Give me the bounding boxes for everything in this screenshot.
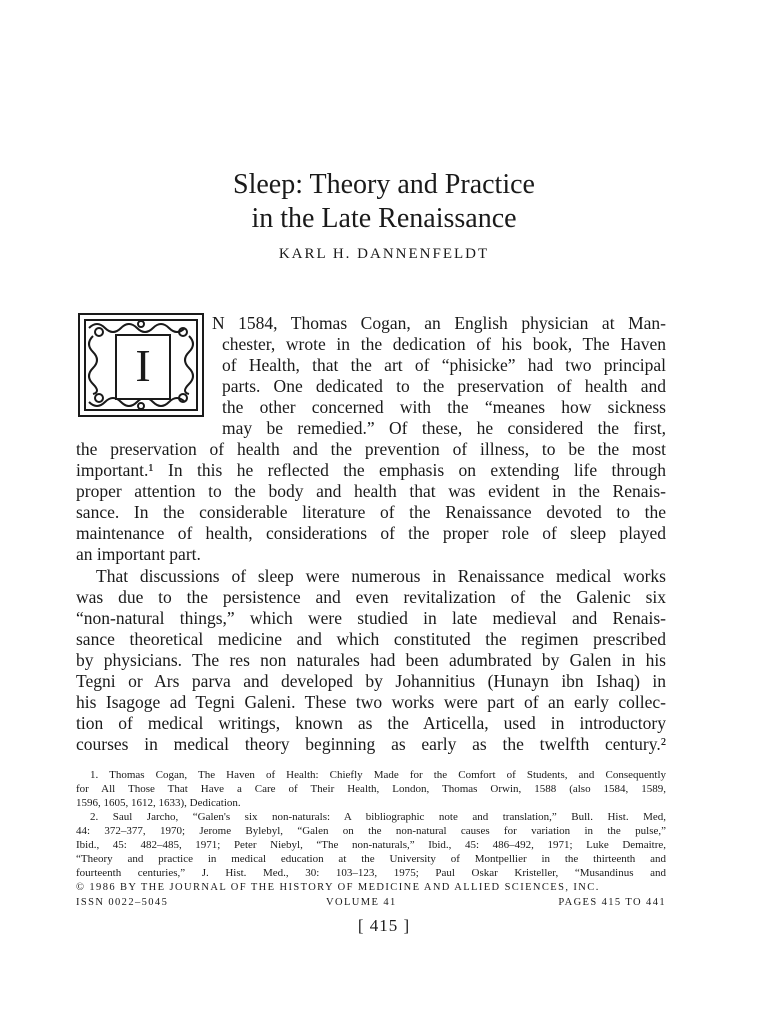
body-line: maintenance of health, considerations of the proper role of sleep played (76, 523, 666, 543)
body-line: the other concerned with the “meanes how sickness (222, 397, 666, 417)
footnote-line: for All Those That Have a Care of Their Health, London, Thomas Orwin, 1588 (also 1584, 1589, (76, 783, 666, 795)
author-name: KARL H. DANNENFELDT (278, 246, 490, 262)
title-line-1: Sleep: Theory and Practice (233, 169, 535, 200)
body-line: chester, wrote in the dedication of his book, The Haven (222, 334, 666, 354)
title-line-2: in the Late Renaissance (251, 203, 517, 234)
body-line: sance theoretical medicine and which constituted the regimen prescribed (76, 629, 666, 649)
body-line: was due to the persistence and even revitalization of the Galenic six (76, 587, 666, 607)
body-line: tion of medical writings, known as the Articella, used in introductory (76, 713, 666, 733)
body-line: sance. In the considerable literature of the Renaissance devoted to the (76, 502, 666, 522)
footnote-line: 44: 372–377, 1970; Jerome Bylebyl, “Galen on the non-natural causes for variation in the pulse,” (76, 825, 666, 837)
issn: ISSN 0022–5045 (76, 897, 169, 908)
body-line: N 1584, Thomas Cogan, an English physician at Man- (212, 313, 666, 333)
footnote-line: 1596, 1605, 1612, 1633), Dedication. (76, 797, 241, 809)
body-line: by physicians. The res non naturales had been adumbrated by Galen in his (76, 650, 666, 670)
drop-cap-letter: I (115, 334, 171, 400)
body-line: “non-natural things,” which were studied in late medieval and Renais- (76, 608, 666, 628)
footnote-line: Ibid., 45: 482–485, 1971; Peter Niebyl, “The non-naturals,” Ibid., 45: 486–492, 1971; Luke Demaitre, (76, 839, 666, 851)
body-line: important.¹ In this he reflected the emphasis on extending life through (76, 460, 666, 480)
body-line: parts. One dedicated to the preservation of health and (222, 376, 666, 396)
body-line: of Health, that the art of “phisicke” had two principal (222, 355, 666, 375)
footnote-line: 1. Thomas Cogan, The Haven of Health: Chiefly Made for the Comfort of Students, and Consequently (90, 769, 666, 781)
body-line: Tegni or Ars parva and developed by Johannitius (Hunayn ibn Ishaq) in (76, 671, 666, 691)
body-line: the preservation of health and the prevention of illness, to be the most (76, 439, 666, 459)
copyright-text: © 1986 BY THE JOURNAL OF THE HISTORY OF MEDICINE AND ALLIED SCIENCES, INC. (76, 882, 600, 893)
body-line: an important part. (76, 544, 201, 564)
page-number: [ 415 ] (357, 916, 411, 935)
footnote-line: “Theory and practice in medical education at the University of Montpellier in the thirteenth and (76, 853, 666, 865)
body-line: may be remedied.” Of these, he considered the first, (222, 418, 666, 438)
page-range: PAGES 415 TO 441 (558, 897, 666, 908)
body-line: his Isagoge ad Tegni Galeni. These two works were part of an early collec- (76, 692, 666, 712)
body-line: proper attention to the body and health that was evident in the Renais- (76, 481, 666, 501)
footnote-line: fourteenth centuries,” J. Hist. Med., 30: 103–123, 1975; Paul Oskar Kristeller, “Musandinus and (76, 867, 666, 879)
body-line: That discussions of sleep were numerous in Renaissance medical works (96, 566, 666, 586)
volume: VOLUME 41 (326, 897, 397, 908)
ornamental-drop-cap (75, 310, 207, 420)
body-line: courses in medical theory beginning as early as the twelfth century.² (76, 734, 666, 754)
footnote-line: 2. Saul Jarcho, “Galen's six non-naturals: A bibliographic note and translation,” Bull. Hist. Med, (90, 811, 666, 823)
